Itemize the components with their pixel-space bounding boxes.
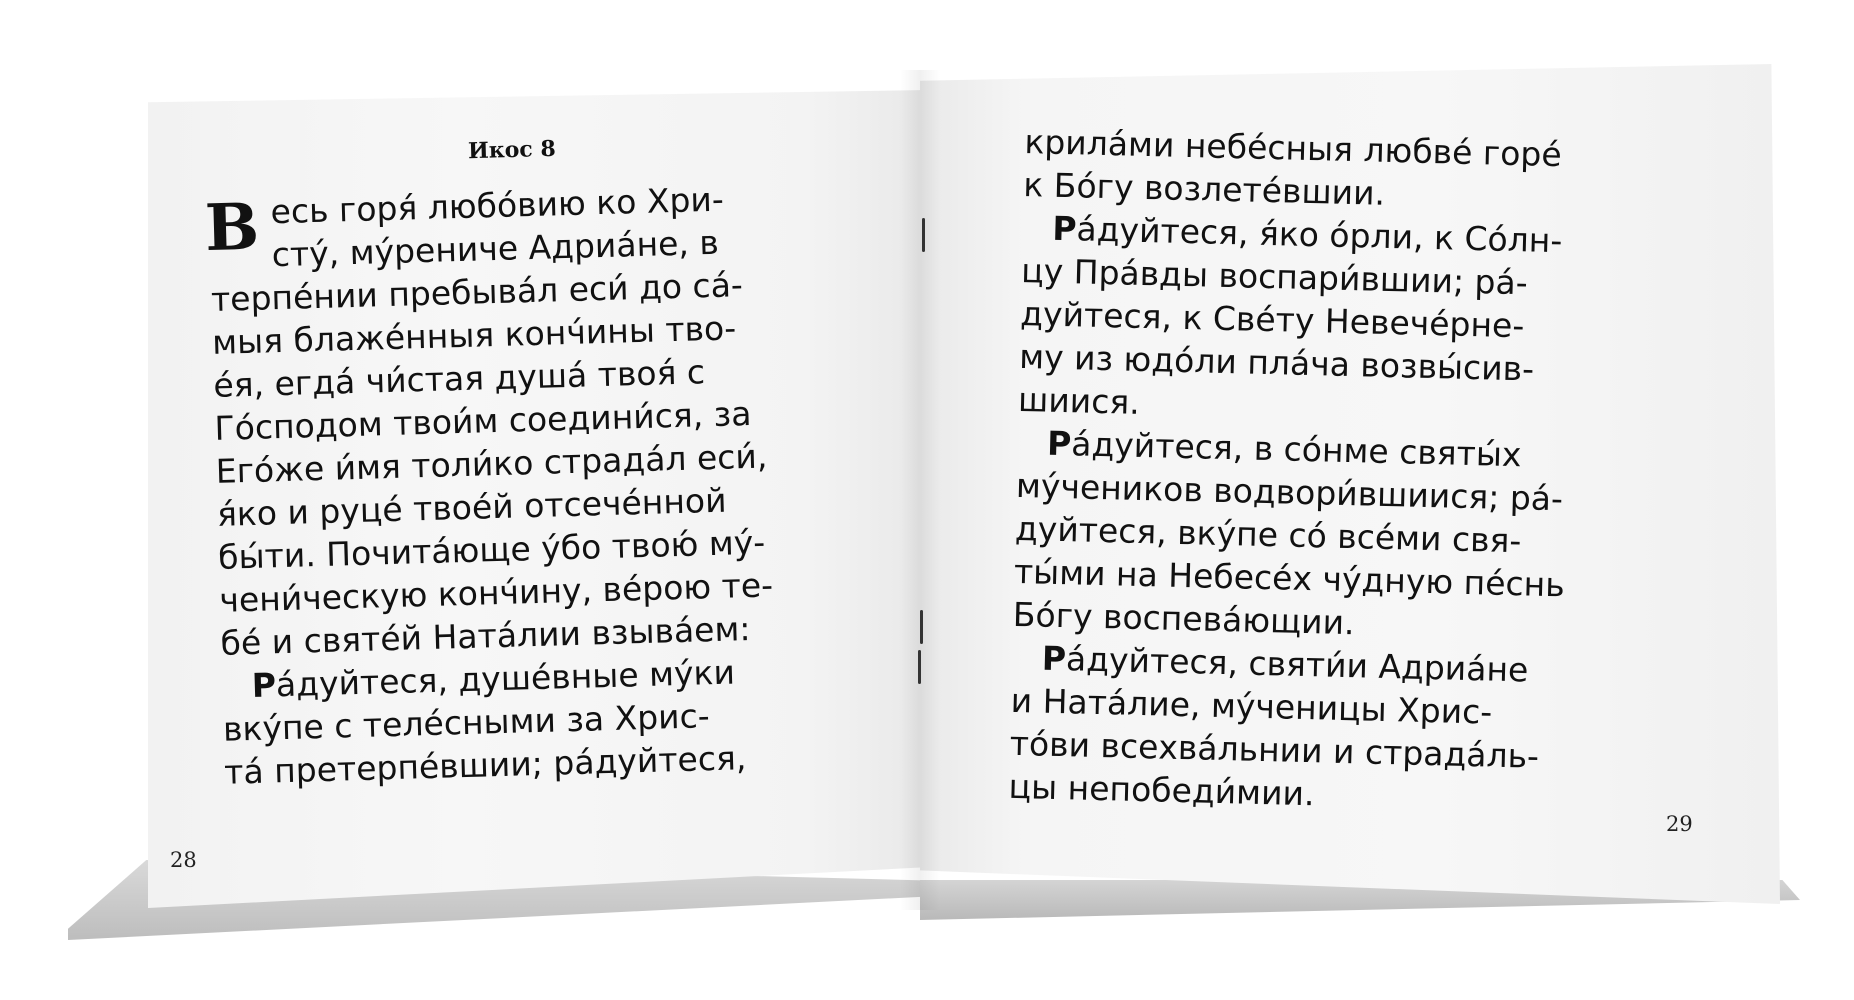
right-page-text <box>1008 120 1675 824</box>
text-line: сту́, му́рениче Адриа́не, в <box>271 222 720 275</box>
text-line: му из юдо́ли пла́ча возвы́сив- <box>1018 336 1535 389</box>
text-line: вку́пе с теле́сными за Хрис- <box>222 696 711 749</box>
text-line: цы непобеди́мии. <box>1008 766 1315 814</box>
text-line: Ра́дуйтеся, в со́нме святы́х <box>1046 423 1522 475</box>
text-line: есь горя́ любо́вию ко Хри- <box>270 179 725 232</box>
text-line: Его́же и́мя толи́ко страда́л еси́, <box>215 436 768 491</box>
text-line: я́ко и руце́ твое́й отсече́нной <box>216 480 728 534</box>
text-line: ты́ми на Небесе́х чу́дную пе́снь <box>1013 551 1566 605</box>
text-line: Ра́дуйтеся, святи́и Адриа́не <box>1041 638 1529 690</box>
staple-bottom-1 <box>920 610 923 644</box>
text-line: дуйтеся, вку́пе со́ все́ми свя- <box>1014 508 1522 561</box>
drop-cap: В <box>203 189 261 267</box>
text-line: е́я, егда́ чи́стая душа́ твоя́ с <box>212 352 706 405</box>
text-line: терпе́нии пребыва́л еси́ до са́- <box>210 265 744 319</box>
text-line: к Бо́гу возлете́вшии. <box>1022 164 1386 213</box>
page-number-left: 28 <box>170 848 197 872</box>
text-line: Го́сподом твои́м соедини́ся, за <box>214 393 752 448</box>
text-line: и Ната́лие, му́ченицы Хрис- <box>1010 680 1493 732</box>
text-line: дуйтеся, к Све́ту Невече́рне- <box>1019 293 1525 346</box>
text-line: Ра́дуйтеся, я́ко о́рли, к Со́лн- <box>1051 208 1563 261</box>
staple-bottom-2 <box>918 650 921 684</box>
text-line: бе́ и святе́й Ната́лии взыва́ем: <box>220 609 751 663</box>
text-line: то́ви всехва́льнии и страда́ль- <box>1009 723 1540 776</box>
text-line: бы́ти. Почита́юще у́бо твою́ му́- <box>217 522 766 577</box>
paragraph-initial: Р <box>1046 423 1072 464</box>
text-line: мыя блаже́нныя конч́ины тво- <box>211 308 737 362</box>
left-page-text <box>203 175 835 794</box>
text-line: му́чеников водвори́вшиися; ра́- <box>1015 465 1564 519</box>
text-line: чени́ческую конч́ину, ве́рою те- <box>218 565 774 620</box>
text-line: цу Пра́вды воспари́вшии; ра́- <box>1020 250 1529 303</box>
text-line: шиися. <box>1017 379 1141 422</box>
paragraph-initial: Р <box>251 665 277 705</box>
paragraph-initial: Р <box>1051 208 1078 249</box>
text-line: крила́ми небе́сныя любве́ горе́ <box>1023 121 1563 175</box>
text-line: Бо́гу воспева́ющии. <box>1012 594 1356 643</box>
text-line: Ра́дуйтеся, душе́вные му́ки <box>251 652 736 705</box>
paragraph-initial: Р <box>1041 638 1067 679</box>
page-number-right: 29 <box>1666 812 1693 836</box>
text-line: та́ претерпе́вшии; ра́дуйтеся, <box>223 738 747 792</box>
book-gutter <box>900 70 940 910</box>
staple-top <box>922 218 925 252</box>
ikos-heading: Икос 8 <box>467 135 557 165</box>
